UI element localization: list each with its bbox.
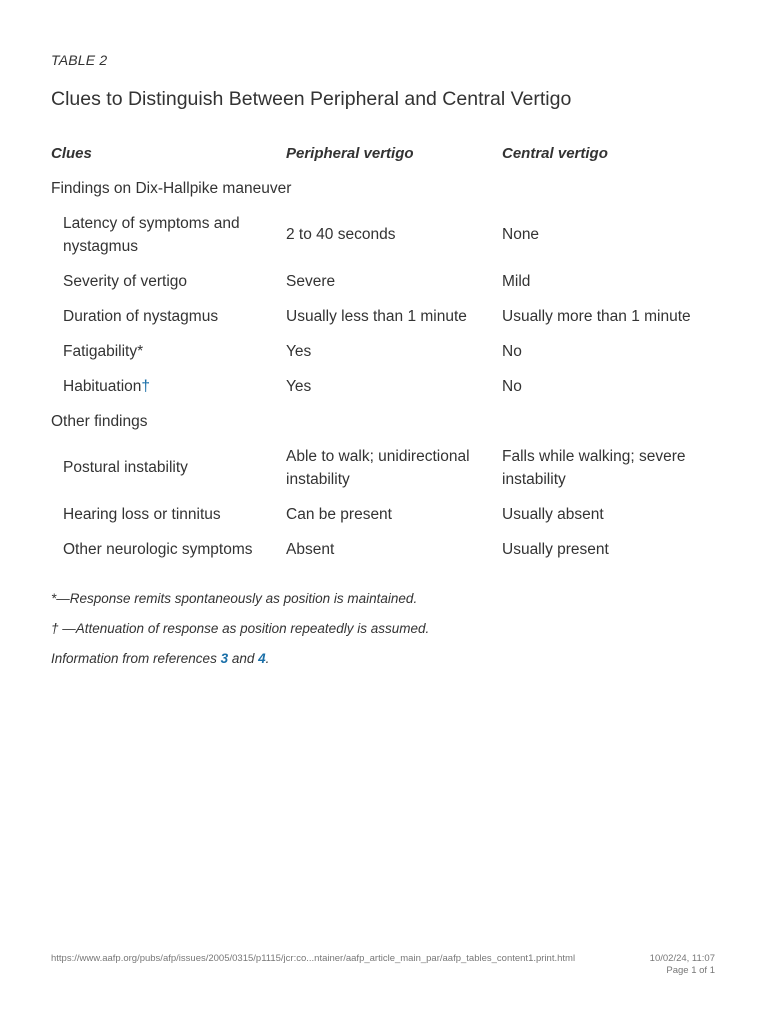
table-row (51, 334, 721, 369)
table-row (51, 299, 721, 334)
table-row (51, 497, 721, 532)
header-clues: Clues (51, 144, 92, 162)
clue-cell: Other neurologic symptoms (63, 540, 253, 558)
table-row (51, 264, 721, 299)
central-cell: No (502, 342, 522, 360)
habituation-footnote-link[interactable]: † (141, 377, 151, 395)
peripheral-cell: Absent (286, 540, 335, 558)
note-habituation: † —Attenuation of response as position repeatedly is assumed. (51, 621, 430, 636)
footer-meta (650, 953, 715, 976)
table-row (51, 369, 721, 404)
reference-link-3[interactable]: 3 (220, 651, 229, 666)
clue-cell: Fatigability* (63, 342, 144, 360)
central-cell: No (502, 377, 522, 395)
peripheral-cell: Yes (286, 342, 312, 360)
clue-cell: Latency of symptoms and nystagmus (63, 214, 240, 255)
central-cell: Falls while walking; severe instability (502, 447, 686, 488)
footer-datetime: 10/02/24, 11:07 (649, 953, 715, 964)
header-central: Central vertigo (502, 144, 608, 162)
central-cell: None (502, 226, 540, 244)
table-row (51, 206, 721, 264)
section-label: Findings on Dix-Hallpike maneuver (51, 179, 292, 197)
note-fatigability: *—Response remits spontaneously as position is maintained. (51, 591, 418, 606)
central-cell: Usually absent (502, 505, 604, 523)
references-and: and (228, 651, 259, 666)
references-suffix: . (265, 651, 270, 666)
peripheral-cell: Usually less than 1 minute (286, 307, 467, 325)
peripheral-cell: Able to walk; unidirectional instability (286, 447, 470, 488)
clue-cell: Postural instability (63, 459, 188, 477)
table-notes (51, 590, 429, 680)
vertigo-table (51, 136, 721, 567)
clue-cell: Hearing loss or tinnitus (63, 505, 221, 523)
clue-cell: Duration of nystagmus (63, 307, 219, 325)
table-label: TABLE 2 (51, 52, 108, 68)
clue-text: Habituation (63, 377, 142, 395)
reference-link-4[interactable]: 4 (258, 651, 266, 666)
clue-cell: Severity of vertigo (63, 272, 188, 290)
table-row (51, 532, 721, 567)
central-cell: Usually more than 1 minute (502, 307, 691, 325)
central-cell: Mild (502, 272, 531, 290)
section-row-other-findings (51, 404, 721, 439)
table-row (51, 439, 721, 497)
clue-cell (51, 375, 286, 399)
table-title: Clues to Distinguish Between Peripheral and Central Vertigo (51, 88, 572, 110)
section-row-dix-hallpike (51, 171, 721, 206)
references-prefix: Information from references (51, 651, 221, 666)
note-references (51, 650, 429, 680)
footer-page-number: Page 1 of 1 (666, 964, 715, 976)
peripheral-cell: Severe (286, 272, 336, 290)
footer-url: https://www.aafp.org/pubs/afp/issues/2005/0315/p1115/jcr:co...ntainer/aafp_article_main_par/aafp_tables_content1.print.html (51, 953, 576, 964)
central-cell: Usually present (502, 540, 609, 558)
table-header-row (51, 136, 721, 171)
peripheral-cell: 2 to 40 seconds (286, 226, 396, 244)
header-peripheral: Peripheral vertigo (286, 144, 414, 162)
peripheral-cell: Yes (286, 377, 312, 395)
section-label: Other findings (51, 412, 148, 430)
peripheral-cell: Can be present (286, 505, 392, 523)
